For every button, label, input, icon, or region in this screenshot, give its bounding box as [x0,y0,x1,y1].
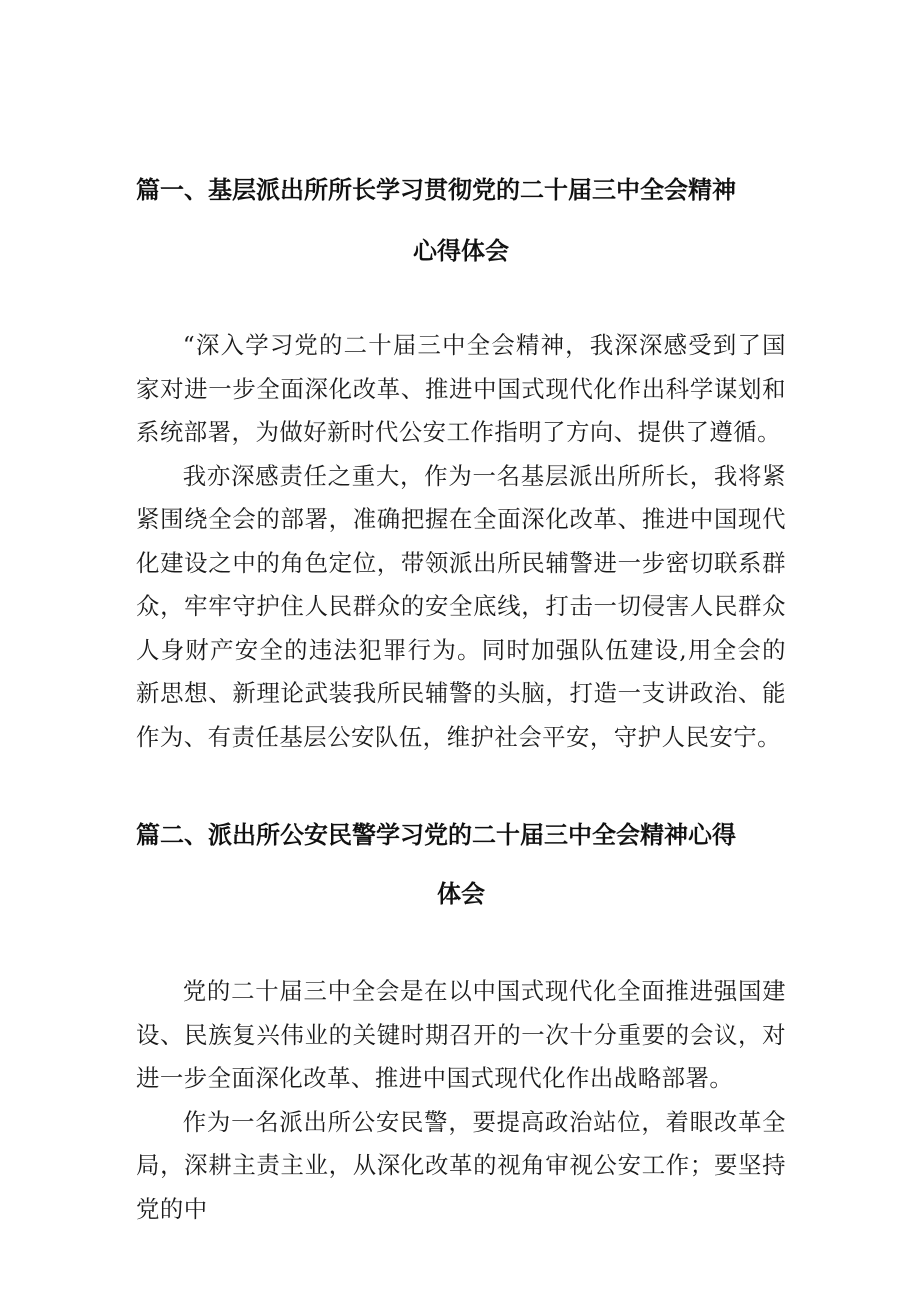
section-1-title-line-2: 心得体会 [413,237,509,265]
section-1-paragraph-1: “深入学习党的二十届三中全会精神，我深深感受到了国家对进一步全面深化改革、推进中国式现代化作出科学谋划和系统部署，为做好新时代公安工作指明了方向、提供了遵循。 [136,331,786,446]
section-2-title-line-1: 篇二、派出所公安民警学习党的二十届三中全会精神心得 [136,821,736,849]
section-2-title-line-2: 体会 [437,880,485,908]
section-1-paragraph-2: 我亦深感责任之重大，作为一名基层派出所所长，我将紧紧围绕全会的部署，准确把握在全面深化改革、推进中国现代化建设之中的角色定位，带领派出所民辅警进一步密切联系群众，牢牢守护住人民群众的安全底线，打击一切侵害人民群众人身财产安全的违法犯罪行为。同时加强队伍建设,用全会的新思想、新理论武装我所民辅警的头脑，打造一支讲政治、能作为、有责任基层公安队伍，维护社会平安，守护人民安宁。 [136,461,786,751]
section-1-body [136,324,786,759]
section-2-paragraph-1: 党的二十届三中全会是在以中国式现代化全面推进强国建设、民族复兴伟业的关键时期召开的一次十分重要的会议，对进一步全面深化改革、推进中国式现代化作出战略部署。 [136,977,786,1092]
section-2-body [136,970,786,1231]
section-1-title-line-1: 篇一、基层派出所所长学习贯彻党的二十届三中全会精神 [136,176,736,204]
section-2-paragraph-2: 作为一名派出所公安民警，要提高政治站位，着眼改革全局，深耕主责主业，从深化改革的视角审视公安工作；要坚持党的中 [136,1107,786,1223]
